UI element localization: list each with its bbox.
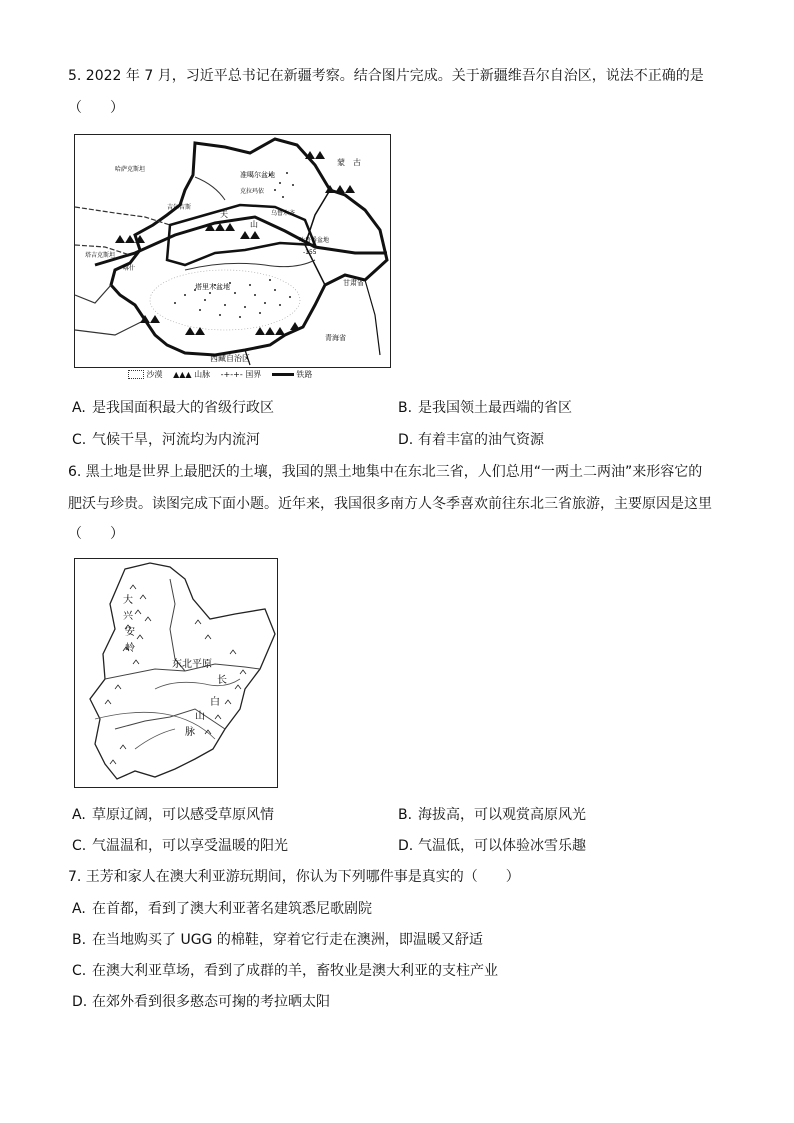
xinjiang-map xyxy=(74,134,391,368)
label-tibet: 西藏自治区 xyxy=(210,354,250,363)
option-text: 是我国面积最大的省级行政区 xyxy=(92,400,274,416)
q5-option-a[interactable] xyxy=(72,398,274,418)
label-gansu: 甘肃省 xyxy=(343,279,364,287)
legend-mountain: 山脉 xyxy=(194,370,211,379)
q5-answer-bracket: （ ） xyxy=(68,100,124,116)
label-ling: 岭 xyxy=(125,643,135,654)
desert-icon xyxy=(128,370,144,379)
option-text: 气温温和，可以享受温暖的阳光 xyxy=(92,838,288,854)
railway-icon xyxy=(272,373,294,376)
label-bai: 白 xyxy=(210,697,220,708)
label-mai: 脉 xyxy=(185,727,195,738)
northeast-map-svg xyxy=(75,559,277,787)
q5-stem-line1: 5. 2022 年 7 月，习近平总书记在新疆考察。结合图片完成。关于新疆维吾尔自治区，说法不正确的是 xyxy=(68,68,704,84)
q7-option-b[interactable] xyxy=(72,930,483,950)
q5-option-b[interactable] xyxy=(398,398,572,418)
label-turpan: 吐鲁番盆地 xyxy=(299,237,330,244)
q6-stem-line2: 肥沃与珍贵。读图完成下面小题。近年来，我国很多南方人冬季喜欢前往东北三省旅游，主要原因是这里 xyxy=(68,496,712,512)
label-tianshan-2: 山 xyxy=(250,220,258,229)
map1-legend xyxy=(128,369,312,380)
label-kashgar: 喀什 xyxy=(123,265,136,272)
label-chang: 长 xyxy=(217,675,227,686)
option-letter: A. xyxy=(72,400,86,416)
xinjiang-map-svg xyxy=(75,135,390,367)
option-text: 海拔高，可以观赏高原风光 xyxy=(418,807,586,823)
option-text: 是我国领土最西端的省区 xyxy=(418,400,572,416)
option-text: 有着丰富的油气资源 xyxy=(418,432,544,448)
option-text: 在首都，看到了澳大利亚著名建筑悉尼歌剧院 xyxy=(92,901,372,917)
legend-desert: 沙漠 xyxy=(146,370,163,379)
label-karamay: 克拉玛依 xyxy=(240,188,265,195)
option-text: 气候干旱，河流均为内流河 xyxy=(92,432,260,448)
option-letter: B. xyxy=(398,400,413,416)
label-xing: 兴 xyxy=(123,611,133,622)
option-letter: A. xyxy=(72,807,86,823)
mountain-icon: ▲▲▲ xyxy=(173,370,192,379)
option-text: 在澳大利亚草场，看到了成群的羊，畜牧业是澳大利亚的支柱产业 xyxy=(92,963,498,979)
option-letter: C. xyxy=(72,838,87,854)
label-tajikistan: 塔吉克斯坦 xyxy=(85,252,116,259)
label-turpan-elev: -155 xyxy=(303,249,317,256)
label-urumqi: 乌鲁木齐 xyxy=(271,210,296,217)
border-icon: -+-+- xyxy=(220,370,243,379)
label-tarim: 塔里木盆地 xyxy=(195,283,230,291)
label-tianshan-1: 天 xyxy=(220,210,228,219)
label-shan: 山 xyxy=(195,711,205,722)
q5-option-d[interactable] xyxy=(398,430,544,450)
q6-option-d[interactable] xyxy=(398,836,586,856)
q6-option-c[interactable] xyxy=(72,836,288,856)
label-an: 安 xyxy=(125,627,135,638)
option-text: 在当地购买了 UGG 的棉鞋，穿着它行走在澳洲，即温暖又舒适 xyxy=(92,932,483,948)
q7-stem: 7. 王芳和家人在澳大利亚游玩期间，你认为下列哪件事是真实的（ ） xyxy=(68,869,520,885)
label-kazakhstan: 哈萨克斯坦 xyxy=(115,166,146,173)
q7-option-c[interactable] xyxy=(72,961,498,981)
option-text: 在郊外看到很多憨态可掬的考拉晒太阳 xyxy=(92,994,330,1010)
q7-option-a[interactable] xyxy=(72,899,372,919)
option-text: 草原辽阔，可以感受草原风情 xyxy=(92,807,274,823)
option-text: 气温低，可以体验冰雪乐趣 xyxy=(418,838,586,854)
taklamakan-desert xyxy=(150,270,300,330)
label-kyrgyzstan: 吉尔吉斯 xyxy=(167,204,192,211)
label-mongolia: 蒙 古 xyxy=(337,158,361,167)
option-letter: D. xyxy=(398,432,414,448)
option-letter: C. xyxy=(72,963,87,979)
option-letter: B. xyxy=(72,932,87,948)
option-letter: C. xyxy=(72,432,87,448)
label-dzungaria: 准噶尔盆地 xyxy=(240,171,275,179)
option-letter: D. xyxy=(398,838,414,854)
q6-option-a[interactable] xyxy=(72,805,274,825)
legend-railway: 铁路 xyxy=(296,370,313,379)
option-letter: B. xyxy=(398,807,413,823)
label-plain: 东北平原 xyxy=(172,659,212,670)
q6-option-b[interactable] xyxy=(398,805,586,825)
legend-border: 国界 xyxy=(245,370,262,379)
q5-option-c[interactable] xyxy=(72,430,260,450)
label-da: 大 xyxy=(123,595,133,606)
option-letter: A. xyxy=(72,901,86,917)
q6-answer-bracket: （ ） xyxy=(68,526,124,542)
northeast-map xyxy=(74,558,278,788)
q6-stem-line1: 6. 黑土地是世界上最肥沃的土壤，我国的黑土地集中在东北三省，人们总用“一两土二两油”来形容它的 xyxy=(68,464,703,480)
q7-option-d[interactable] xyxy=(72,992,330,1012)
option-letter: D. xyxy=(72,994,88,1010)
label-qinghai: 青海省 xyxy=(325,334,346,342)
